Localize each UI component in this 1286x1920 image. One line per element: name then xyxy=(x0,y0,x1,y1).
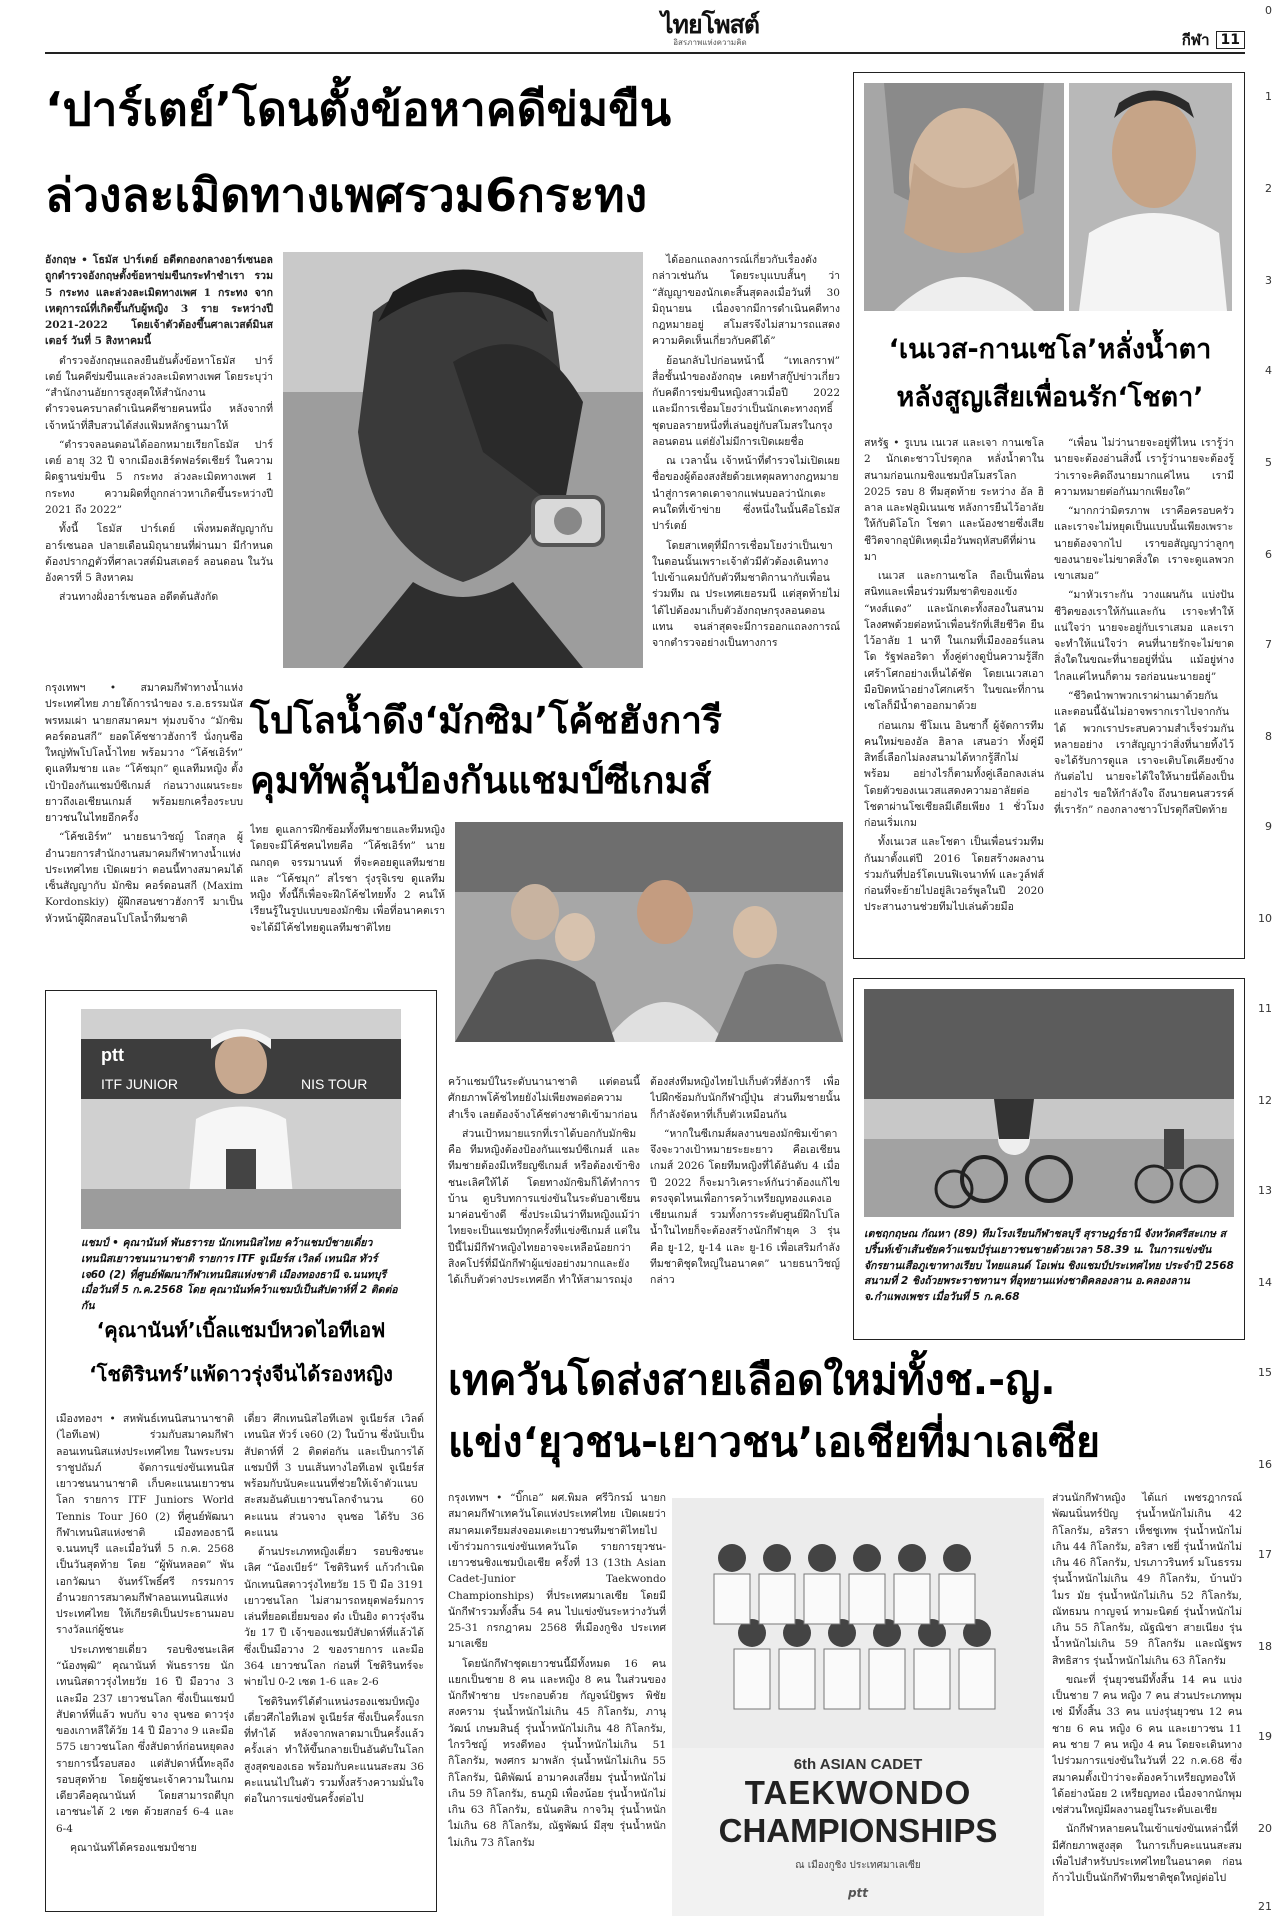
tennis-photo-caption: แชมป์ • คุณานันท์ พันธรารย นักเทนนิสไทย คว้าแชมป์ชายเดี่ยวเทนนิสเยาวชนนานาชาติ รายการ ITF จูเนียร์ส เวิลด์ เทนนิส ทัวร์ เจ60 (2) ที่ศูนย์พัฒนากีฬาเทนนิสแห่งชาติ เมืองทองธานี จ.นนทบุรี เมื่อวันที่ 5 ก.ค.2568 โดย คุณานันท์คว้าแชมป์เป็นสัปดาห์ที่ 2 ติดต่อกัน xyxy=(81,1237,398,1312)
paragraph: ทั้งเนเวส และโชตา เป็นเพื่อนร่วมทีมกันมาตั้งแต่ปี 2016 โดยสร้างผลงานร่วมกันที่ปอร์โตเบนฟิเจนาท์พ์ และวูล์ฟส์ก่อนที่จะย้ายไปอยู่ลิเวอร์พูลในปี 2020 ประสานงานช่วยทีมไปเล่นด้วยมือ xyxy=(864,836,1044,914)
partey-lead: อังกฤษ • โธมัส ปาร์เตย์ อดีตกองกลางอาร์เซนอลถูกตำรวจอังกฤษตั้งข้อหาข่มขืนกระทำชำเรา รวม 5 กระทง และล่วงละเมิดทางเพศ 1 กระทง จากเหตุการณ์ที่เกิดขึ้นกับผู้หญิง 3 ราย ระหว่างปี 2021-2022 โดยเจ้าตัวต้องขึ้นศาลเวสต์มินสเตอร์ วันที่ 5 สิงหาคมนี้ xyxy=(45,254,273,348)
paragraph: โดยสาเหตุที่มีการเชื่อมโยงว่าเป็นเขาในตอนนั้นเพราะเจ้าตัวมีตัวต้องเดินทางไปเข้าแคมป์กับตัวทีมชาติกานากับเพื่อนร่วมทีม ณ ประเทศเยอรมนี แต่สุดท้ายไม่ได้ไปต้องมาเก็บตัวอังกฤษกรุงลอนดอนแทน จนล่าสุดจะมีการออกแถลงการณ์จากตำรวจอย่างเป็นทางการ xyxy=(652,539,840,650)
story-neves-box xyxy=(853,72,1245,959)
taekwondo-column-2 xyxy=(1052,1490,1242,1910)
tennis-photo-image xyxy=(81,1009,401,1229)
masthead-logo xyxy=(635,10,785,49)
tennis-column-2 xyxy=(244,1411,424,1901)
waterpolo-coach-photo xyxy=(455,822,843,1042)
waterpolo-column-1 xyxy=(45,680,243,978)
story-mtb-box xyxy=(853,978,1245,1340)
margin-number: 19 xyxy=(1258,1730,1272,1743)
neves-column-1 xyxy=(864,435,1044,945)
partey-photo-image xyxy=(283,252,643,668)
waterpolo-column-2 xyxy=(250,822,445,978)
paragraph: ไทย ดูแลการฝึกซ้อมทั้งทีมชายและทีมหญิง โดยจะมีโค้ชคนไทยคือ “โค้ชเอิร์ท” นายณกฤต จรรมานนท์ ที่จะคอยดูแลทีมชาย และ “โค้ชมุก” สไรชา รุ่งรุจิเรข ดูแลทีมหญิง ทั้งนี้ก็เพื่อจะฝึกโค้ชไทยทั้ง 2 คนให้เรียนรู้ในรูปแบบของมักซิม เพื่อที่อนาคตเราจะได้มีโค้ชไทยดูแลทีมชาติไทย xyxy=(250,824,445,934)
margin-number: 5 xyxy=(1265,456,1272,469)
margin-number: 17 xyxy=(1258,1548,1272,1561)
margin-number: 15 xyxy=(1258,1366,1272,1379)
paragraph: ตำรวจอังกฤษแถลงยืนยันตั้งข้อหาโธมัส ปาร์เตย์ ในคดีข่มขืนและล่วงละเมิดทางเพศ โดยระบุว่า “สำนักงานอัยการสูงสุดให้สำนักงานตำรวจนครบาลดำเนินคดีชายคนหนึ่ง หลังจากที่เจ้าหน้าที่สืบสวนได้ส่งแฟ้มหลักฐานมาให้ xyxy=(45,354,273,432)
headline-taekwondo-line2: แข่ง‘ยุวชน-เยาวชน’เอเชียที่มาเลเซีย xyxy=(448,1418,1101,1466)
section-label xyxy=(1182,28,1245,52)
masthead xyxy=(45,8,1245,54)
paragraph: “เพื่อน ไม่ว่านายจะอยู่ที่ไหน เรารู้ว่านายจะต้องอ่านสิ่งนี้ เรารู้ว่านายจะต้องรู้ว่าเราจะคิดถึงนายมากแค่ไหน เรามีความหมายต่อกันมากเพียงใด” xyxy=(1054,437,1234,498)
margin-number: 4 xyxy=(1265,364,1272,377)
paragraph: “มาหัวเราะกัน วางแผนกัน แบ่งปันชีวิตของเราให้กันและกัน เราจะทำให้แน่ใจว่า นายจะอยู่กับเราเสมอ และเราจะทำให้แน่ใจว่า คนที่นายรักจะไม่ขาดสิ่งใดในขณะที่นายอยู่ที่นั่น แม้อยู่ห่างไกลแค่ไหนก็ตาม รอก่อนนะนายอยู่” xyxy=(1054,589,1234,683)
paragraph: เนเวส และกานเซโล ถือเป็นเพื่อนสนิทและเพื่อนร่วมทีมชาติของแข้ง “หงส์แดง” และนักเตะทั้งสองในสนามโลงศพด้วยต่อหน้าเพื่อนรักที่เสียชีวิต ยืนไว้อาลัย 1 นาที ในเกมที่เมืองออร์แลนโด รัฐฟลอริดา ทั้งคู่ต่างดูปั่นความรู้สึกเศร้าโศกอย่างเห็นได้ชัด โดยเนเวสเอามือปิดหน้าอย่างโศกเศร้า ในขณะที่กานเซโลก็มีน้ำตาออกมาด้วย xyxy=(864,570,1044,713)
mtb-photo-caption: เตชฤกฤษณ กัณหา (89) ทีมโรงเรียนกีฬาชลบุรี สุราษฎร์ธานี จังหวัดศรีสะเกษ สปริ้นท์เข้าเส้นชัยคว้าแชมป์รุ่นเยาวชนชายด้วยเวลา 58.39 น. ในการแข่งขันจักรยานเสือภูเขาทางเรียบ ไทยแลนด์ โอเพ่น ชิงแชมป์ประเทศไทย ประจำปี 2568 สนามที่ 2 ชิงถ้วยพระราชทานฯ ที่อุทยานแห่งชาติคลองลาน อ.คลองลาน จ.กำแพงเพชร เมื่อวันที่ 5 ก.ค.68 xyxy=(864,1228,1234,1303)
cancelo-photo-right xyxy=(1069,83,1232,311)
paragraph: ย้อนกลับไปก่อนหน้านี้ “เทเลกราฟ” สื่อชั้นนำของอังกฤษ เคยทำสกู๊ปข่าวเกี่ยวกับคดีการข่มขืนหญิงสาวเมื่อปี 2022 และมีการเชื่อมโยงว่าเป็นนักเตะทางฤทธิ์ชุดบอลรายหนึ่งที่เล่นอยู่กับสโมสรในกรุงลอนดอน แต่ยังไม่มีการเปิดเผยชื่อ xyxy=(652,354,840,448)
margin-number: 6 xyxy=(1265,548,1272,561)
paragraph: “โค้ชเอิร์ท” นายธนาวิชญ์ โถสกุล ผู้อำนวยการสำนักงานสมาคมกีฬาทางน้ำแห่งประเทศไทย เปิดเผยว่า ตอนนี้ทางสมาคมได้เซ็นสัญญากับ มักซิม คอร์ดอนสกี (Maxim Kordonskiy) ผู้ฝึกสอนชาวฮังการี มาเป็นหัวหน้าผู้ฝึกสอนโปโลน้ำทีมชาติ xyxy=(45,831,243,925)
paragraph: ด้านประเภทหญิงเดี่ยว รอบชิงชนะเลิศ “น้องเบียร์” โชติรินทร์ แก้วกำเนิด นักเทนนิสดาวรุ่งไทยวัย 15 ปี มือ 3191 เยาวชนโลก ไม่สามารถหยุดฟอร์มการเล่นที่ยอดเยี่ยมของ ต๋ง เป็นยิง ดาวรุ่งจีนวัย 17 ปี เจ้าของแชมป์สัปดาห์ที่แล้วได้ ซึ่งเป็นมือวาง 2 ของรายการ และมือ 364 เยาวชนโลก ก่อนที่ โชติรินทร์จะพ่ายไป 0-2 เซต 1-6 และ 2-6 xyxy=(244,1546,424,1689)
headline-partey-line1: ‘ปาร์เตย์’โดนตั้งข้อหาคดีข่มขืน xyxy=(45,82,672,136)
cancelo-photo-image xyxy=(1069,83,1232,311)
headline-partey-line2: ล่วงละเมิดทางเพศรวม6กระทง xyxy=(45,168,648,222)
headline-waterpolo-line2: คุมทัพลุ้นป้องกันแชมป์ซีเกมส์ xyxy=(250,759,712,802)
neves-column-2 xyxy=(1054,435,1234,945)
headline-waterpolo-line1: โปโลน้ำดึง‘มักซิม’โค้ชฮังการี xyxy=(250,699,722,742)
page-number: 11 xyxy=(1220,32,1240,48)
margin-number: 10 xyxy=(1258,912,1272,925)
paragraph: คุณานันท์ได้ครองแชมป์ชาย xyxy=(70,1841,197,1854)
paragraph: ต้องส่งทีมหญิงไทยไปเก็บตัวที่ฮังการี เพื่อไปฝึกซ้อมกับนักกีฬาญี่ปุ่น ส่วนทีมชายนั้นก็กำลังจัดหาที่เก็บตัวเหมือนกัน xyxy=(650,1076,840,1121)
logo-text: ไทยโพสต์ xyxy=(660,10,760,39)
margin-number: 2 xyxy=(1265,182,1272,195)
paragraph: ทั้งนี้ โธมัส ปาร์เตย์ เพิ่งหมดสัญญากับอาร์เซนอล ปลายเดือนมิถุนายนที่ผ่านมา มีกำหนดต้องปรากฏตัวที่ศาลเวสต์มินสเตอร์ ลอนดอน ในวันอังคารที่ 5 สิงหาคม xyxy=(45,523,273,585)
headline-tennis-line2: ‘โชติรินทร์’แพ้ดาวรุ่งจีนได้รองหญิง xyxy=(89,1362,393,1386)
mtb-photo xyxy=(864,989,1234,1217)
paragraph: ส่วนนักกีฬาหญิง ได้แก่ เพชรฎากรณ์ พัฒนนิ่นทร์ปัญ รุ่นน้ำหนักไม่เกิน 42 กิโลกรัม, อริสรา เห็ชชูเทพ รุ่นน้ำหนักไม่เกิน 44 กิโลกรัม, อริสา เชยี่ รุ่นน้ำหนักไม่เกิน 46 กิโลกรัม, ปรเภาวรินทร์ มโนธรรม รุ่นน้ำหนักไม่เกิน 49 กิโลกรัม, บ้านบัว ไมร มัย รุ่นน้ำหนักไม่เกิน 52 กิโลกรัม, ณัทธมน กาญจน์ ทามะนิตย์ รุ่นน้ำหนักไม่เกิน 55 กิโลกรัม, ณัฐณิชา สายเนียง รุ่นน้ำหนักไม่เกิน 59 กิโลกรัม และณัฐพร สิทธิสาร รุ่นน้ำหนักไม่เกิน 63 กิโลกรัม xyxy=(1052,1492,1242,1667)
tennis-photo xyxy=(81,1009,401,1229)
masthead-rule xyxy=(45,52,1245,54)
svg-text:NIS TOUR: NIS TOUR xyxy=(301,1076,368,1092)
margin-number: 7 xyxy=(1265,638,1272,651)
paragraph: กรุงเทพฯ • สมาคมกีฬาทางน้ำแห่งประเทศไทย ภายใต้การนำของ ร.อ.ธรรมนัส พรหมเผ่า นายกสมาคมฯ ทุ่มงบจ้าง “มักซิม คอร์ดอนสกี” ยอดโค้ชชาวฮังการี นั่งกุนซือใหญ่ทัพโปโลน้ำไทย พร้อมวาง “โค้ชเอิร์ท” ดูแลทีมชาย และ “โค้ชมุก” ดูแลทีมหญิง ตั้งเป้าป้องกันแชมป์ซีเกมส์ ก่อนวางแผนระยะยาวถึงเอเชียนเกมส์ พร้อมยกเครื่องระบบยาวชนในไทยอีกครั้ง xyxy=(45,682,243,825)
headline-neves-line1: ‘เนเวส-กานเซโล’หลั่งน้ำตา xyxy=(888,334,1212,365)
paragraph: เดี่ยว ศึกเทนนิสไอทีเอฟ จูเนียร์ส เวิลด์ เทนนิส ทัวร์ เจ60 (2) ในบ้าน ซึ่งนับเป็นสัปดาห์ที่ 2 ติดต่อกัน และเป็นการได้แชมป์ที่ 3 บนเส้นทางไอทีเอฟ จูเนียร์ส พร้อมกับนับคะแนนที่ช่วยให้เจ้าตัวแนบสะสมอันดับเยาวชนโลกจำนวน 60 คะแนน ส่วนจาง จุนซอ ได้รับ 36 คะแนน xyxy=(244,1413,424,1539)
partey-column-1 xyxy=(45,252,273,668)
sponsor-strip xyxy=(682,1880,1034,1906)
paragraph: โชติรินทร์ได้ตำแหน่งรองแชมป์หญิงเดี่ยวศึกไอทีเอฟ จูเนียร์ส ซึ่งเป็นครั้งแรกที่ทำได้ หลังจากพลาดมาเป็นครั้งแล้วครั้งเล่า ทำให้ขึ้นกลายเป็นอันดับในโลกสูงสุดของเธอ พร้อมกับคะแนนสะสม 36 คะแนนไปในตัว รวมทั้งสร้างความมั่นใจต่อในการแข่งขันครั้งต่อไป xyxy=(244,1695,424,1806)
margin-number: 0 xyxy=(1265,4,1272,17)
neves-photo-left xyxy=(864,83,1064,311)
neves-photo-image xyxy=(864,83,1064,311)
paragraph: “มากกว่ามิตรภาพ เราคือครอบครัว และเราจะไม่หยุดเป็นแบบนั้นเพียงเพราะนายต้องจากไป เราขอสัญญาว่าลูกๆ ของนายจะไม่ขาดสิ่งใด เราจะดูแลพวกเขาเสมอ” xyxy=(1054,505,1234,583)
waterpolo-column-4 xyxy=(650,1074,840,1316)
paragraph: โดยนักกีฬาชุดเยาวชนนี้มีทั้งหมด 16 คน แยกเป็นชาย 8 คน และหญิง 8 คน ในส่วนของนักกีฬาชาย ประกอบด้วย กัญจน์ปัฐพร พิชัยสงคราม รุ่นน้ำหนักไม่เกิน 45 กิโลกรัม, ภานุวัฒน์ เกษมสินธุ์ รุ่นน้ำหนักไม่เกิน 48 กิโลกรัม, ไกรวิชญ์ ทรงดีทอง รุ่นน้ำหนักไม่เกิน 51 กิโลกรัม, พงศกร มาพลัก รุ่นน้ำหนักไม่เกิน 55 กิโลกรัม, นิติพัฒน์ อามาคงเสงี่ยม รุ่นน้ำหนักไม่เกิน 59 กิโลกรัม, ธนภูมิ เพื่องน้อย รุ่นน้ำหนักไม่เกิน 63 กิโลกรัม, ธนันตสิน กาจวิมุ รุ่นน้ำหนักไม่เกิน 68 กิโลกรัม, ณัฐพัฒน์ มีสุข รุ่นน้ำหนักไม่เกิน 73 กิโลกรัม xyxy=(448,1657,666,1849)
banner-taekwondo: TAEKWONDO xyxy=(744,1774,972,1811)
margin-number: 3 xyxy=(1265,274,1272,287)
paragraph: สหรัฐ • รูเบน เนเวส และเจา กานเซโล 2 นักเตะชาวโปรตุกล หลั่งน้ำตาในสนามก่อนเกมชิงแชมป์สโมสรโลก 2025 รอบ 8 ทีมสุดท้าย ระหว่าง อัล ฮิลาล และฟลูมิเนนเซ หลังการยืนไว้อาลัยให้กับดิโอโก โชตา และน้องชายซึ่งเสียชีวิตจากอุบัติเหตุเมื่อวันพฤหัสบดีที่ผ่านมา xyxy=(864,437,1044,563)
margin-number: 21 xyxy=(1258,1900,1272,1913)
headline-neves-line2: หลังสูญเสียเพื่อนรัก‘โชตา’ xyxy=(896,382,1204,413)
margin-number: 14 xyxy=(1258,1276,1272,1289)
banner-location: ณ เมืองกูชิง ประเทศมาเลเซีย xyxy=(795,1860,921,1871)
paragraph: ได้ออกแถลงการณ์เกี่ยวกับเรื่องดังกล่าวเช่นกัน โดยระบุแบบสั้นๆ ว่า “สัญญาของนักเตะสิ้นสุดลงเมื่อวันที่ 30 มิถุนายน เนื่องจากมีการดำเนินคดีทางกฎหมายอยู่ สโมสรจึงไม่สามารถแสดงความคิดเห็นเกี่ยวกับคดีได้” xyxy=(652,254,840,348)
logo-tagline: อิสรภาพแห่งความคิด xyxy=(673,38,747,47)
margin-number: 20 xyxy=(1258,1822,1272,1835)
partey-column-3 xyxy=(652,252,840,668)
margin-number: 8 xyxy=(1265,730,1272,743)
waterpolo-photo-image xyxy=(455,822,843,1042)
paragraph: “หากในซีเกมส์ผลงานของมักซิมเข้าตาจึงจะวางเป้าหมายระยะยาว คือเอเชียนเกมส์ 2026 โดยทีมหญิงที่ได้อันดับ 4 เมื่อปี 2022 ก็จะมาวิเคราะห์กันว่าต้องแก้ไขตรงจุดไหนเพื่อการคว้าเหรียญทองแดงเอเชียนเกมส์ รวมทั้งการระดับศูนย์ฝึกโปโลน้ำในไทยก็จะต้องสร้างนักกีฬายุค 3 รุ่น คือ ยู-12, ยู-14 และ ยู-16 เพื่อเสริมกำลังทีมชาติชุดใหญ่ในอนาคต” นายธนาวิชญ์กล่าว xyxy=(650,1127,840,1287)
taekwondo-team-photo xyxy=(672,1498,1044,1916)
margin-number: 16 xyxy=(1258,1458,1272,1471)
paragraph: “ชีวิตนำพาพวกเราผ่านมาด้วยกัน และตอนนี้ฉันไม่อาจพรากเราไปจากกันได้ พวกเราประสบความสำเร็จร่วมกันหลายอย่าง เราสัญญาว่าสิ่งที่นายทิ้งไว้จะได้รับการดูแล เราจะเติบโตเคียงข้างกันต่อไป นายจะได้ใจให้นายนี่ต้องเป็นอย่างไร ขอให้กำลังใจ ถึงนายคนสวรรค์ที่เรารัก” กองกลางชาวโปรตุกีสปิดท้าย xyxy=(1054,689,1234,816)
paragraph: นักกีฬาหลายคนในเข้าแข่งขันเหล่านี้ที่มีศักยภาพสูงสุด ในการเก็บคะแนนสะสมเพื่อไปสำหรับประเทศไทยในอนาคต ก่อนก้าวไปเป็นนักกีฬาทีมชาติชุดใหญ่ต่อไป xyxy=(1052,1823,1242,1885)
margin-number: 11 xyxy=(1258,1002,1272,1015)
paragraph: ประเภทชายเดี่ยว รอบชิงชนะเลิศ “น้องพุฒิ” คุณานันท์ พันธรารย นักเทนนิสดาวรุ่งไทยวัย 16 ปี มือวาง 3 และมือ 237 เยาวชนโลก ซึ่งเป็นแชมป์สัปดาห์ที่แล้ว พบกับ จาง จุนซอ ดาวรุ่งของเกาหลีใต้วัย 14 ปี มือวาง 9 และมือ 575 เยาวชนโลก ซึ่งสัปดาห์ก่อนหยุดลงรายการนี้รอบสอง แต่สัปดาห์นี้ทะลุถึงรอบสุดท้าย โดยผู้ชนะเจ้าความในเกมเดียวคือคุณานันท์ โดยสามารถตีบุกเอาชนะได้ 2 เซต ด้วยสกอร์ 6-4 และ 6-4 xyxy=(56,1643,234,1835)
margin-number: 18 xyxy=(1258,1640,1272,1653)
taekwondo-column-1 xyxy=(448,1490,666,1910)
sponsor-ptt-logo: ptt xyxy=(847,1886,869,1900)
headline-tennis-line1: ‘คุณานันท์’เบิ้ลแชมป์หวดไอทีเอฟ xyxy=(96,1318,386,1342)
paragraph: ณ เวลานั้น เจ้าหน้าที่ตำรวจไม่เปิดเผยชื่อของผู้ต้องสงสัยด้วยเหตุผลทางกฎหมาย นำสู่การคาดเดาจากแฟนบอลว่านักเตะคนใดที่เข้าข่าย ซึ่งหนึ่งในนั้นคือโธมัส ปาร์เตย์ xyxy=(652,455,840,533)
svg-text:ptt: ptt xyxy=(101,1045,124,1065)
margin-number: 1 xyxy=(1265,90,1272,103)
mtb-photo-image xyxy=(864,989,1234,1217)
paragraph: กรุงเทพฯ • “บิ๊กเอ” ผศ.พิมล ศรีวิกรม์ นายกสมาคมกีฬาเทควันโดแห่งประเทศไทย เปิดเผยว่า สมาคมเตรียมส่งจอมเตะเยาวชนทีมชาติไทยไปเข้าร่วมการแข่งขันเทควันโด รายการยุวชน-เยาวชนชิงแชมป์เอเชีย ครั้งที่ 13 (13th Asian Cadet-Junior Taekwondo Championships) ที่ประเทศมาเลเซีย โดยมีนักกีฬารวมทั้งสิ้น 54 คน ไปแข่งขันระหว่างวันที่ 25-31 กรกฎาคม 2568 ที่เมืองกูชิง ประเทศมาเลเซีย xyxy=(448,1492,666,1651)
story-tennis-box xyxy=(45,990,437,1912)
margin-number: 12 xyxy=(1258,1094,1272,1107)
banner-subtitle: 6th ASIAN CADET xyxy=(793,1756,923,1773)
page-number-box xyxy=(1216,31,1245,49)
paragraph: เมืองทองฯ • สหพันธ์เทนนิสนานาชาติ (ไอทีเอฟ) ร่วมกับสมาคมกีฬาลอนเทนนิสแห่งประเทศไทย ในพระบรมราชูปถัมภ์ จัดการแข่งขันเทนนิสเยาวชนนานาชาติ เก็บคะแนนเยาวชนโลก รายการ ITF Juniors World Tennis Tour J60 (2) ที่ศูนย์พัฒนากีฬาเทนนิสแห่งชาติ เมืองทองธานี จ.นนทบุรี และเมื่อวันที่ 5 ก.ค. 2568 เป็นวันสุดท้าย โดย “ผู้พันหลอด” พันเอกวัฒนา จันทร์โพธิ์ศรี กรรมการอำนวยการสมาคมกีฬาลอนเทนนิสแห่งประเทศไทย ให้เกียรติเป็นประธานมอบรางวัลแก่ผู้ชนะ xyxy=(56,1413,234,1637)
margin-number: 13 xyxy=(1258,1184,1272,1197)
paragraph: ส่วนทางฝั่งอาร์เซนอล อดีตต้นสังกัด xyxy=(59,591,219,604)
paragraph: ส่วนเป้าหมายแรกที่เราได้บอกกับมักซิม คือ ทีมหญิงต้องป้องกันแชมป์ซีเกมส์ และทีมชายต้องมีเหรียญซีเกมส์ หรือต้องเข้าชิงชนะเลิศให้ได้ โดยทางมักซิมก็ได้ทำการบ้าน ดูบริบทการแข่งขันในระดับอาเซียนมาค่อนข้างดี ซึ่งประเมินว่าทีมหญิงแม้ว่าไทยจะเป็นแชมป์ทุกครั้งที่แข่งซีเกมส์ แต่ในปีนี้ไม่มีกีฬาหญิงไทยอาจจะเหลือน้อยกว่าสิงคโปร์ที่มีนักกีฬาผู้แข่งอย่างมากและยังได้เก็บตัวต่างประเทศอีก ทำให้สามารถมุ่ง xyxy=(448,1127,640,1287)
taekwondo-team-image xyxy=(672,1498,1044,1748)
paragraph: คว้าแชมป์ในระดับนานาชาติ แต่ตอนนี้ศักยภาพโค้ชไทยยังไม่เพียงพอต่อความสำเร็จ เลยต้องจ้างโค้ชต่างชาติเข้ามาก่อน xyxy=(448,1076,640,1121)
margin-number: 9 xyxy=(1265,820,1272,833)
paragraph: “ตำรวจลอนดอนได้ออกหมายเรียกโธมัส ปาร์เตย์ อายุ 32 ปี จากเมืองเฮิร์ตฟอร์ดเชียร์ ในความผิดฐานข่มขืน 5 กระทง ล่วงละเมิดทางเพศ 1 กระทง ความผิดที่ถูกกล่าวหาเกิดขึ้นระหว่างปี 2021 ถึง 2022” xyxy=(45,438,273,516)
waterpolo-column-3 xyxy=(448,1074,640,1316)
section-name: กีฬา xyxy=(1181,31,1210,49)
headline-taekwondo-line1: เทควันโดส่งสายเลือดใหม่ทั้งช.-ญ. xyxy=(448,1356,1056,1404)
svg-text:ITF JUNIOR: ITF JUNIOR xyxy=(101,1076,178,1092)
partey-photo xyxy=(283,252,643,668)
paragraph: ขณะที่ รุ่นยุวชนมีทั้งสิ้น 14 คน แบ่งเป็นชาย 7 คน หญิง 7 คน ส่วนประเภทพุมเซ่ มีทั้งสิ้น 33 คน แบ่งรุ่นยุวชน 12 คน ชาย 6 คน หญิง 6 คน และเยาวชน 11 คน ชาย 7 คน หญิง 4 คน โดยจะเดินทางไปร่วมการแข่งขันในวันที่ 22 ก.ค.68 ซึ่งสมาคมตั้งเป้าว่าจะต้องคว้าเหรียญทองให้ได้อย่างน้อย 2 เหรียญทอง เนื่องจากนักพุมเซ่ส่วนใหญ่มีผลงานอยู่ในระดับเอเชีย xyxy=(1052,1673,1242,1817)
paragraph: ก่อนเกม ชีโมเน อินซากี้ ผู้จัดการทีมคนใหม่ของอัล ฮิลาล เสนอว่า ทั้งคู่มีสิทธิ์เลือกไม่ลงสนามได้หากรู้สึกไม่พร้อม อย่างไรก็ตามทั้งคู่เลือกลงเล่น โดยตัวของเนเวสแสดงความอาลัยต่อโชตาผ่านโซเชียลมีเดียเพียง 1 ชั่วโมงก่อนเริ่มเกม xyxy=(864,719,1044,830)
tennis-column-1 xyxy=(56,1411,234,1901)
banner-championships: CHAMPIONSHIPS xyxy=(718,1812,998,1849)
